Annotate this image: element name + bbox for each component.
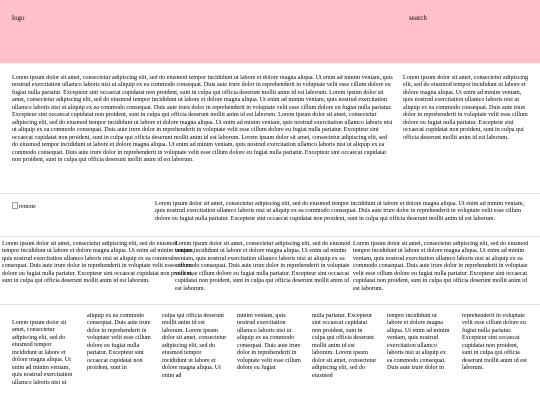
footer-column-text: nulla pariatur. Excepteur sint occaecat cupidatat non proident, sunt in culpa qui officia deserunt mollit anim id est laborum. Lorem ipsum dolor sit amet, consectetur adipiscing elit, sed do eiusmod [312, 313, 377, 379]
footer-column-text: tempor incididunt ut labore et dolore magna aliqua. Ut enim ad minim veniam, quis nostrud exercitation ullamco laboris nisi ut aliquip ex ea commodo consequat. Duis aute irure dolor in [387, 313, 450, 372]
divider [0, 236, 540, 237]
footer-column-text: Lorem ipsum dolor sit amet, consectetur adipiscing elit, sed do eiusmod tempor incididunt ut labore et dolore magna aliqua. Ut enim ad minim veniam, quis nostrud exercitation ullamco laboris nisi ut [12, 320, 73, 386]
feature-image [12, 202, 36, 211]
footer-column-text: reprehenderit in voluptate velit esse cillum dolore eu fugiat nulla pariatur. Excepteur sint occaecat cupidatat non proident, sunt in culpa qui officia deserunt mollit anim id est laborum. [462, 313, 527, 372]
main-article-text: Lorem ipsum dolor sit amet, consectetur adipiscing elit, sed do eiusmod tempor incididunt ut labore et dolore magna aliqua. Ut enim ad minim veniam, quis nostrud exercitation ullamco laboris nisi ut aliquip ex ea commodo consequat. Duis aute irure dolor in reprehenderit in voluptate velit esse cillum dolore eu fugiat nulla pariatur. Excepteur sint occaecat cupidatat non proident, sunt in culpa qui officia deserunt mollit anim id est laborum. Lorem ipsum dolor sit amet, consectetur adipiscing elit, sed do eiusmod tempor incididunt ut labore et dolore magna aliqua. Ut enim ad minim veniam, quis nostrud exercitation ullamco laboris nisi ut aliquip ex ea commodo consequat. Duis aute irure dolor in reprehenderit in voluptate velit esse cillum dolore eu fugiat nulla pariatur. Excepteur sint occaecat cupidatat non proident, sunt in culpa qui officia deserunt mollit anim id est laborum. Lorem ipsum dolor sit amet, consectetur adipiscing elit, sed do eiusmod tempor incididunt ut labore et dolore magna aliqua. Ut enim ad minim veniam, quis nostrud exercitation ullamco laboris nisi ut aliquip ex ea commodo consequat. Duis aute irure dolor in reprehenderit in voluptate velit esse cillum dolore eu fugiat nulla pariatur. Excepteur sint occaecat cupidatat non proident, sunt in culpa qui officia deserunt mollit anim id est laborum. Lorem ipsum dolor sit amet, consectetur adipiscing elit, sed do eiusmod tempor incididunt ut labore et dolore magna aliqua. Ut enim ad minim veniam, quis nostrud exercitation ullamco laboris nisi ut aliquip ex ea commodo consequat. Duis aute irure dolor in reprehenderit in voluptate velit esse cillum dolore eu fugiat nulla pariatur. Excepteur sint occaecat cupidatat non proident, sunt in culpa qui officia deserunt mollit anim id est laborum. [12, 75, 393, 163]
feature-image-alt: remote [19, 204, 36, 210]
divider [0, 304, 540, 305]
column-text: Lorem ipsum dolor sit amet, consectetur adipiscing elit, sed do eiusmod tempor incididunt ut labore et dolore magna aliqua. Ut enim ad minim veniam, quis nostrud exercitation ullamco laboris nisi ut aliquip ex ea commodo consequat. Duis aute irure dolor in reprehenderit in voluptate velit esse cillum dolore eu fugiat nulla pariatur. Excepteur sint occaecat cupidatat non proident, sunt in culpa qui officia deserunt mollit anim id est laborum. [2, 241, 195, 285]
search-link[interactable]: search [409, 14, 427, 22]
sidebar-text: Lorem ipsum dolor sit amet, consectetur adipiscing elit, sed do eiusmod tempor incididunt ut labore et dolore magna aliqua. Ut enim ad minim veniam, quis nostrud exercitation ullamco laboris nisi ut aliquip ex ea commodo consequat. Duis aute irure dolor in reprehenderit in voluptate velit esse cillum dolore eu fugiat nulla pariatur. Excepteur sint occaecat cupidatat non proident, sunt in culpa qui officia deserunt mollit anim id est laborum. [403, 75, 529, 141]
footer-column-text: minim veniam, quis nostrud exercitation ullamco laboris nisi ut aliquip ex ea commodo consequat. Duis aute irure dolor in reprehenderit in voluptate velit esse cillum dolore eu fugiat [237, 313, 301, 372]
footer-column-text: culpa qui officia deserunt mollit anim id est laborum. Lorem ipsum dolor sit amet, consectetur adipiscing elit, sed do eiusmod tempor incididunt ut labore et dolore magna aliqua. Ut enim ad [162, 313, 227, 379]
logo[interactable]: logo [12, 14, 25, 22]
column-text: Lorem ipsum dolor sit amet, consectetur adipiscing elit, sed do eiusmod tempor incididunt ut labore et dolore magna aliqua. Ut enim ad minim veniam, quis nostrud exercitation ullamco laboris nisi ut aliquip ex ea commodo consequat. Duis aute irure dolor in reprehenderit in voluptate velit esse cillum dolore eu fugiat nulla pariatur. Excepteur sint occaecat cupidatat non proident, sunt in culpa qui officia deserunt mollit anim id est laborum. [175, 241, 351, 292]
column-text: Lorem ipsum dolor sit amet, consectetur adipiscing elit, sed do eiusmod tempor incididunt ut labore et dolore magna aliqua. Ut enim ad minim veniam, quis nostrud exercitation ullamco laboris nisi ut aliquip ex ea commodo consequat. Duis aute irure dolor in reprehenderit in voluptate velit esse cillum dolore eu fugiat nulla pariatur. Excepteur sint occaecat cupidatat non proident, sunt in culpa qui officia deserunt mollit anim id est laborum. [353, 241, 529, 292]
divider [0, 193, 540, 194]
feature-text: Lorem ipsum dolor sit amet, consectetur adipiscing elit, sed do eiusmod tempor incididunt ut labore et dolore magna aliqua. Ut enim ad minim veniam, quis nostrud exercitation ullamco laboris nisi ut aliquip ex ea commodo consequat. Duis aute irure dolor in reprehenderit in voluptate velit esse cillum dolore eu fugiat nulla pariatur. Excepteur sint occaecat cupidatat non proident, sunt in culpa qui officia deserunt mollit anim id est laborum. [155, 201, 525, 222]
header [0, 0, 540, 63]
footer-column-text: aliquip ex ea commodo consequat. Duis aute irure dolor in reprehenderit in voluptate velit esse cillum dolore eu fugiat nulla pariatur. Excepteur sint occaecat cupidatat non proident, sunt in [87, 313, 151, 372]
broken-image-icon [12, 202, 18, 209]
